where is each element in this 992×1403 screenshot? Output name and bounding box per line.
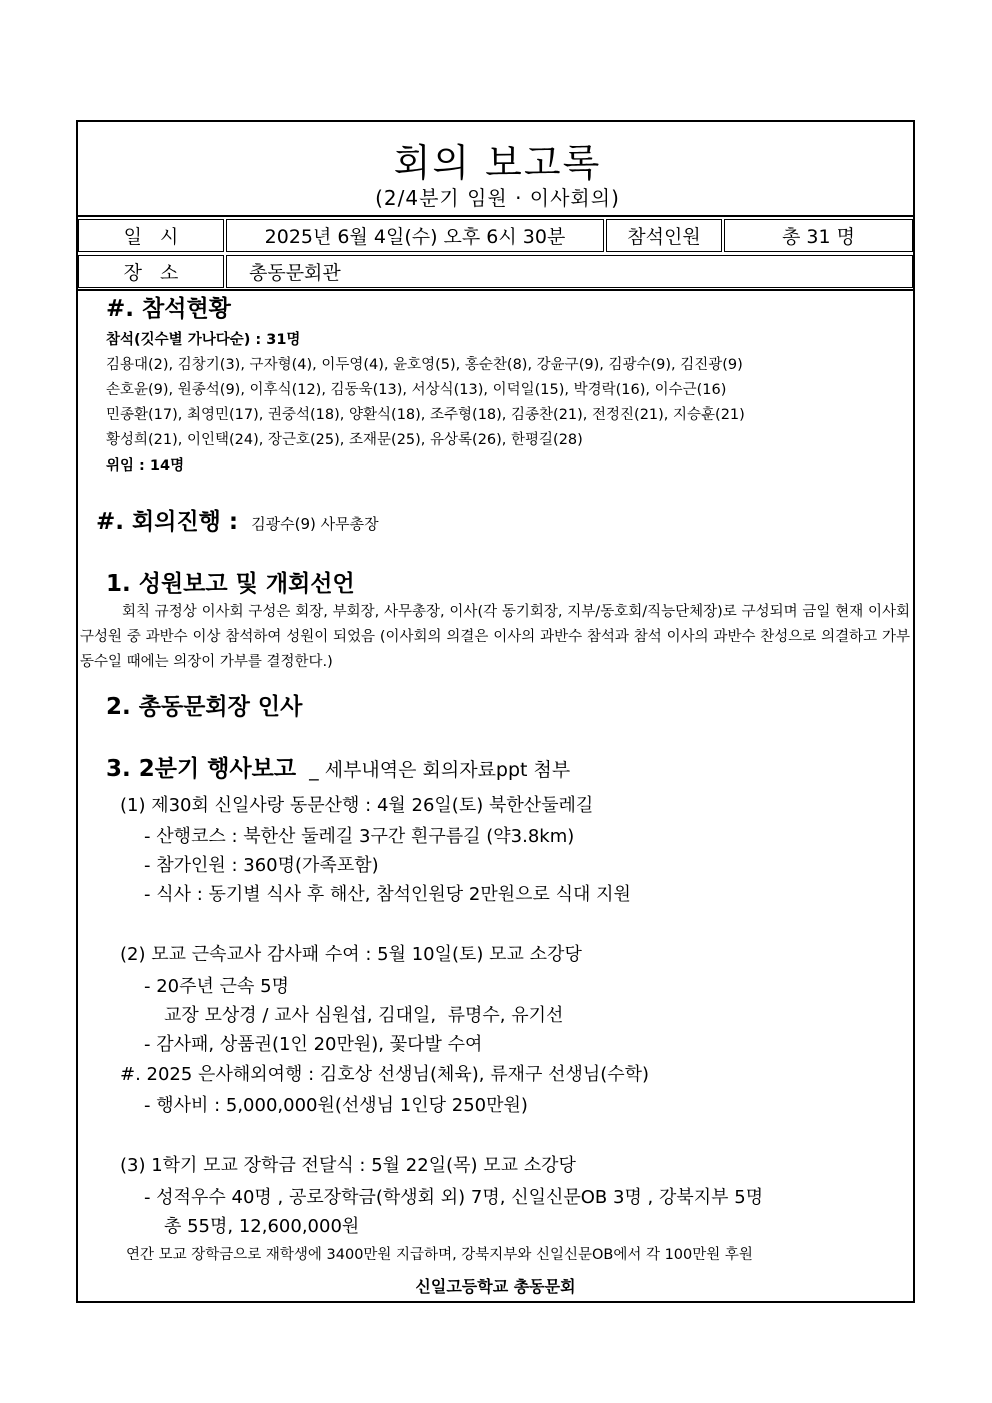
attend-label-cell xyxy=(606,219,722,252)
date-label: 일 시 xyxy=(123,226,179,248)
progress-value: 김광수(9) 사무총장 xyxy=(251,515,379,533)
date-value: 2025년 6월 4일(수) 오후 6시 30분 xyxy=(264,226,566,248)
item-1-title: (1) 제30회 신일사랑 동문산행 : 4월 26일(토) 북한산둘레길 xyxy=(120,795,594,816)
attendance-proxy: 위임 : 14명 xyxy=(106,458,185,474)
place-label-cell xyxy=(78,255,224,288)
item-2-title: (2) 모교 근속교사 감사패 수여 : 5월 10일(토) 모교 소강당 xyxy=(120,944,582,965)
item-1-line-1: - 산행코스 : 북한산 둘레길 3구간 흰구름길 (약3.8km) xyxy=(144,826,575,847)
attendance-line-2: 손호윤(9), 원종석(9), 이후식(12), 김동욱(13), 서상식(13), 이덕일(15), 박경락(16), 이수근(16) xyxy=(106,382,727,398)
section-3-heading-suffix: _ 세부내역은 회의자료ppt 첨부 xyxy=(309,759,571,781)
item-2-line-2: 교장 모상경 / 교사 심원섭, 김대일, 류명수, 유기선 xyxy=(164,1005,564,1026)
attend-label: 참석인원 xyxy=(627,226,701,248)
item-1-line-2: - 참가인원 : 360명(가족포함) xyxy=(144,855,379,876)
attendance-line-3: 민종환(17), 최영민(17), 권중석(18), 양환식(18), 조주형(18), 김종찬(21), 전정진(21), 지승훈(21) xyxy=(106,407,745,423)
date-value-cell xyxy=(226,219,604,252)
section-2-heading: 2. 총동문회장 인사 xyxy=(106,694,303,720)
item-2-line-4: #. 2025 은사해외여행 : 김호상 선생님(체육), 류재구 선생님(수학) xyxy=(120,1064,650,1085)
place-value: 총동문회관 xyxy=(249,262,341,284)
date-label-cell xyxy=(78,219,224,252)
attend-value: 총 31 명 xyxy=(782,226,855,248)
item-2-line-3: - 감사패, 상품권(1인 20만원), 꽃다발 수여 xyxy=(144,1034,483,1055)
item-3-line-2: 총 55명, 12,600,000원 xyxy=(164,1216,360,1237)
title-divider xyxy=(78,215,913,217)
section-1-heading: 1. 성원보고 및 개회선언 xyxy=(106,571,355,597)
page-subtitle: (2/4분기 임원 · 이사회의) xyxy=(375,186,620,210)
attendance-count: 참석(깃수별 가나다순) : 31명 xyxy=(106,332,301,348)
place-value-cell xyxy=(226,255,913,288)
item-3-line-3: 연간 모교 장학금으로 재학생에 3400만원 지급하며, 강북지부와 신일신문OB에서 각 100만원 후원 xyxy=(126,1247,753,1263)
report-frame xyxy=(76,120,915,1303)
item-3-line-1: - 성적우수 40명 , 공로장학금(학생회 외) 7명, 신일신문OB 3명 , 강북지부 5명 xyxy=(144,1187,764,1208)
attendance-heading: #. 참석현황 xyxy=(106,296,231,322)
attendance-line-1: 김용대(2), 김창기(3), 구자형(4), 이두영(4), 윤호영(5), 홍순찬(8), 강윤구(9), 김광수(9), 김진광(9) xyxy=(106,357,743,373)
section-3-heading-row xyxy=(106,750,570,783)
footer-org: 신일고등학교 총동문회 xyxy=(415,1277,576,1296)
item-2-line-5: - 행사비 : 5,000,000원(선생님 1인당 250만원) xyxy=(144,1095,528,1116)
progress-row xyxy=(96,503,379,536)
item-2-line-1: - 20주년 근속 5명 xyxy=(144,976,289,997)
page-title: 회의 보고록 xyxy=(393,141,602,185)
section-1-text: 회칙 규정상 이사회 구성은 회장, 부회장, 사무총장, 이사(각 동기회장, 지부/동호회/직능단체장)로 구성되며 금일 현재 이사회 구성원 중 과반수 이상 참석하여 성원이 되었음 (이사회의 의결은 이사의 과반수 참석과 참석 이사의 과반수 찬성으로 의결하고 가부 동수일 때에는 의장이 가부를 결정한다.) xyxy=(80,604,910,670)
section-3-heading: 3. 2분기 행사보고 xyxy=(106,756,297,782)
item-3-title: (3) 1학기 모교 장학금 전달식 : 5월 22일(목) 모교 소강당 xyxy=(120,1155,576,1176)
place-label: 장 소 xyxy=(123,262,179,284)
progress-heading: #. 회의진행 : xyxy=(96,509,239,535)
attend-value-cell xyxy=(724,219,913,252)
attendance-line-4: 황성희(21), 이인택(24), 장근호(25), 조재문(25), 유상록(26), 한평길(28) xyxy=(106,432,583,448)
item-1-line-3: - 식사 : 동기별 식사 후 해산, 참석인원당 2만원으로 식대 지원 xyxy=(144,884,631,905)
